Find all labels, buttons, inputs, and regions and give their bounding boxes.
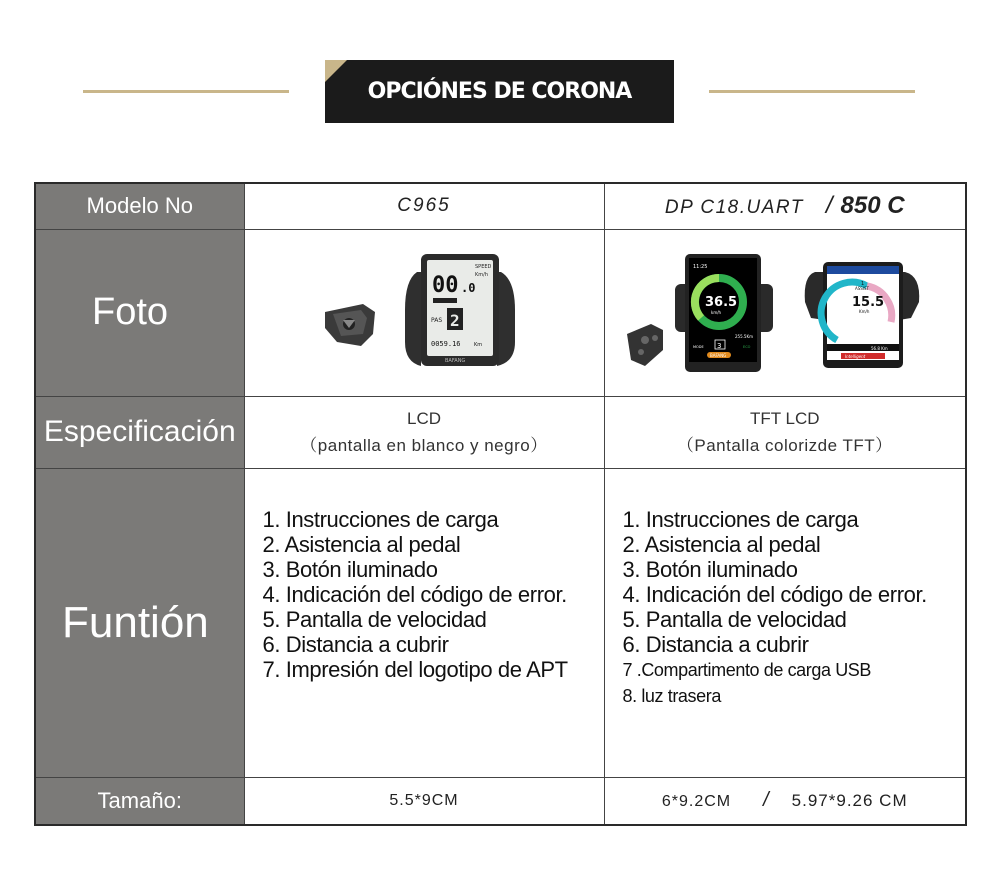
label-photo [35,229,244,396]
dp-time: 11:25 [692,263,707,270]
model-col2 [604,183,966,229]
page-title: OPCIÓNES DE CORONA [367,79,632,104]
list-item: 8. luz trasera [622,685,721,706]
lcd-trip-value: 0059.16 [430,339,461,348]
dp-brand: BAFANG [709,352,726,358]
lcd-trip-unit: Km [473,341,482,348]
model-c965-text: C965 [397,195,451,217]
spec-col2-type: TFT LCD [749,408,820,428]
list-item: 2. Asistencia al pedal [262,531,461,557]
photo-col2 [604,229,966,396]
header-rule-right [709,90,915,93]
dp-pas: 3 [716,341,721,350]
c965-display-image [245,230,603,394]
spec-col2-desc: （Pantalla colorizde TFT） [676,435,893,455]
row-size [35,777,966,825]
list-item: 4. Indicación del código de error. [262,581,567,607]
tft-remote-control-icon [627,324,663,366]
list-item: 1. Instrucciones de carga [262,506,499,532]
dp-speed: 36.5 [704,294,737,310]
850c-trip: 56.8 Km [870,345,888,351]
lcd-battery-bar [433,298,457,303]
list-item: 4. Indicación del código de error. [622,581,927,607]
row-model [35,183,966,229]
lcd-unit: Km/h [474,271,488,278]
function-list-col1 [245,507,604,682]
size-separator: / [763,789,770,812]
size-col1-text: 5.5*9CM [389,791,459,809]
row-spec [35,396,966,468]
header-rule-left [83,90,289,93]
banner-corner-accent [325,60,347,82]
size-col1 [244,777,604,825]
lcd-pas-value: 2 [449,310,460,330]
tft-displays-image [605,230,965,394]
remote-control-icon [325,304,375,346]
850c-unit: Km/h [858,308,869,314]
label-function [35,468,244,777]
850c-display-icon [804,262,919,368]
list-item: 5. Pantalla de velocidad [622,606,847,632]
spec-col2 [604,396,966,468]
row-function [35,468,966,777]
photo-col1 [244,229,604,396]
label-photo-text: Foto [92,291,169,333]
lcd-speed-decimal: .0 [460,280,475,295]
label-model-text: Modelo No [86,193,193,219]
label-size [35,777,244,825]
list-item: 3. Botón iluminado [262,556,438,582]
list-item: 3. Botón iluminado [622,556,798,582]
850c-assist: 1 [860,280,864,287]
list-item: 5. Pantalla de velocidad [262,606,487,632]
list-item: 7. Impresión del logotipo de APT [262,656,568,682]
850c-assist-label: ASSIST [854,285,869,291]
lcd-speed-label: SPEED [474,263,491,270]
function-col1 [244,468,604,777]
model-separator: / [825,192,833,220]
model-850c-text: 850 C [840,192,905,220]
spec-table [34,182,967,826]
lcd-pas-label: PAS [430,316,442,324]
list-item: 6. Distancia a cubrir [622,631,809,657]
850c-brand: Intelligent [844,353,865,359]
size-col2-a-text: 6*9.2CM [661,793,732,811]
label-size-text: Tamaño: [97,787,182,813]
list-item: 1. Instrucciones de carga [622,506,859,532]
label-spec-text: Especificación [43,415,236,448]
row-photo [35,229,966,396]
label-function-text: Funtión [62,597,209,647]
dp-unit: km/h [710,309,721,315]
list-item: 6. Distancia a cubrir [262,631,449,657]
model-dp-text: DP C18.UART [664,197,804,219]
dp-mode: MODE [692,344,704,349]
spec-col1 [244,396,604,468]
list-item: 2. Asistencia al pedal [622,531,821,557]
label-spec [35,396,244,468]
title-banner [325,60,674,123]
lcd-speed-value: 00 [431,272,458,298]
850c-speed: 15.5 [851,294,884,310]
size-col2-b-text: 5.97*9.26 CM [791,791,908,811]
spec-col1-desc: （pantalla en blanco y negro） [300,435,548,455]
list-item: 7 .Compartimento de carga USB [622,659,872,680]
lcd-brand: BAFANG [444,357,465,364]
spec-col1-type: LCD [406,408,441,428]
dp-eco: ECO [742,344,750,349]
function-list-col2 [605,507,966,709]
label-model [35,183,244,229]
dp-trip: 255.5Km [734,333,753,339]
size-col2 [604,777,966,825]
function-col2 [604,468,966,777]
model-col1 [244,183,604,229]
